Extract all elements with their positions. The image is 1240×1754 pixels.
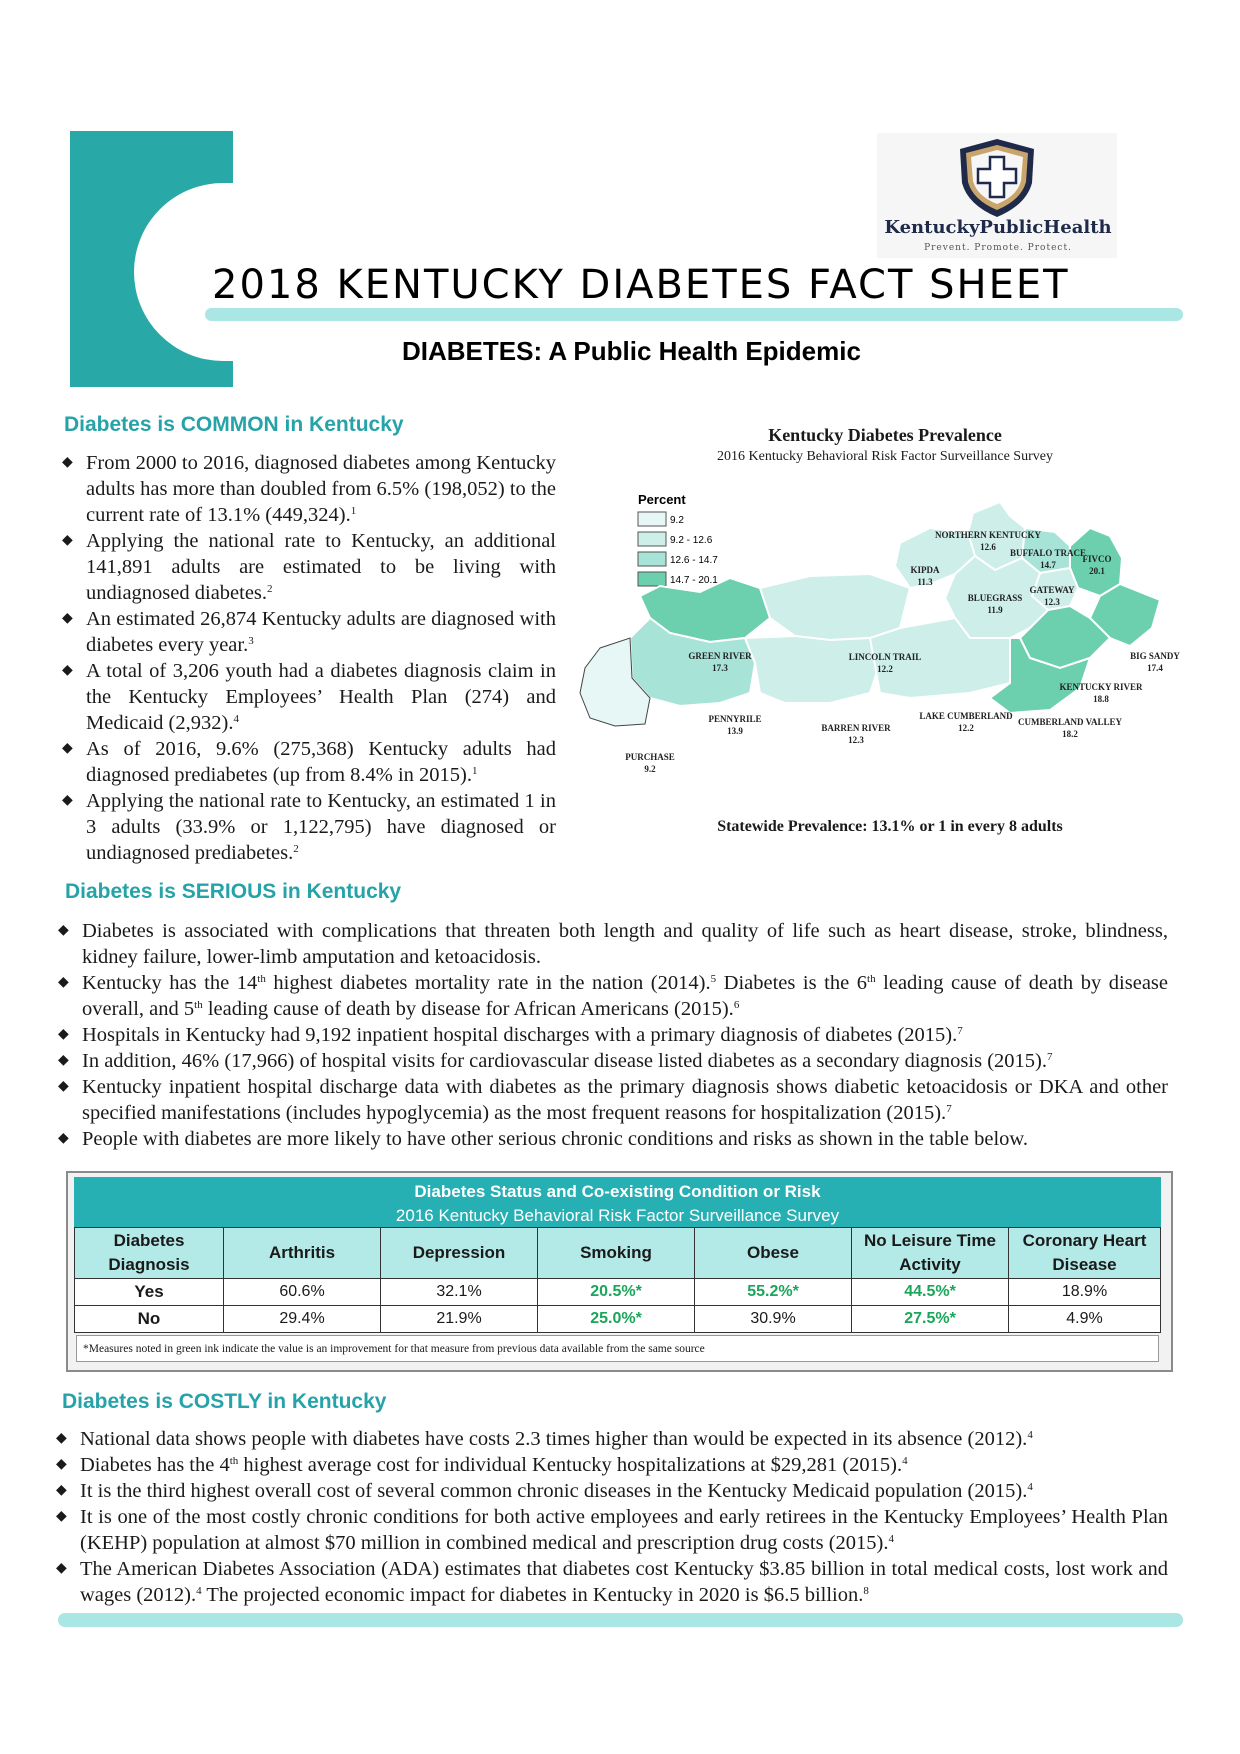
table-cell: 32.1%: [381, 1279, 538, 1306]
region-label-barren-river: BARREN RIVER: [821, 723, 891, 733]
column-header: Arthritis: [224, 1228, 381, 1279]
region-value-green-river: 17.3: [712, 663, 728, 673]
map-subtitle: 2016 Kentucky Behavioral Risk Factor Surveillance Survey: [717, 449, 1053, 464]
list-item: ◆ Diabetes is associated with complications that threaten both length and quality of life such as heart disease, stroke, blindness, kidney failure, lower-limb amputation and ketoacidosis.: [58, 920, 1168, 968]
region-label-pennyrile: PENNYRILE: [708, 714, 762, 724]
list-item: ◆ A total of 3,206 youth had a diabetes diagnosis claim in the Kentucky Employees’ Health Plan (274) and Medicaid (2,932).$^4$: [62, 660, 556, 734]
region-label-fivco: FIVCO: [1082, 554, 1112, 564]
map-legend: [638, 512, 718, 586]
region-value-cumberland-valley: 18.2: [1062, 729, 1078, 739]
region-label-lincoln-trail: LINCOLN TRAIL: [848, 652, 922, 662]
legend-label-3: 12.6 - 14.7: [670, 555, 718, 566]
table-cell: 60.6%: [224, 1279, 381, 1306]
region-value-gateway: 12.3: [1044, 597, 1060, 607]
serious-bullet-list: [58, 918, 1168, 1152]
list-item: ◆ People with diabetes are more likely to have other serious chronic conditions and risks as shown in the table below.: [58, 1128, 1028, 1150]
region-value-purchase: 9.2: [644, 764, 656, 774]
region-value-bluegrass: 11.9: [987, 605, 1003, 615]
table-cell: 44.5%*: [852, 1279, 1009, 1306]
page-title: 2018 KENTUCKY DIABETES FACT SHEET: [212, 262, 1070, 308]
table-cell: 21.9%: [381, 1306, 538, 1333]
map-regions: [580, 502, 1160, 726]
region-value-pennyrile: 13.9: [727, 726, 743, 736]
bullet-icon: ◆: [56, 1483, 67, 1498]
region-label-big-sandy: BIG SANDY: [1130, 651, 1180, 661]
table-cell: 29.4%: [224, 1306, 381, 1333]
column-header: Coronary Heart Disease: [1009, 1228, 1161, 1279]
region-lincoln-trail: [760, 574, 910, 640]
legend-label-1: 9.2: [670, 515, 684, 526]
map-caption: Statewide Prevalence: 13.1% or 1 in every 8 adults: [717, 818, 1063, 835]
region-value-barren-river: 12.3: [848, 735, 864, 745]
table-cell: 30.9%: [695, 1306, 852, 1333]
region-label-green-river: GREEN RIVER: [688, 651, 752, 661]
legend-swatch-1: [638, 512, 666, 526]
region-value-lake-cumberland: 12.2: [958, 723, 974, 733]
list-item: ◆ National data shows people with diabetes have costs 2.3 times higher than would be expected in its absence (2012).$^4$: [56, 1428, 1033, 1450]
section-heading-common: Diabetes is COMMON in Kentucky: [64, 413, 404, 436]
bullet-icon: ◆: [58, 975, 69, 990]
bullet-icon: ◆: [62, 663, 73, 678]
region-label-northern-kentucky: NORTHERN KENTUCKY: [935, 530, 1041, 540]
footer-bar: [58, 1613, 1183, 1627]
table-cell: 55.2%*: [695, 1279, 852, 1306]
list-item: ◆ As of 2016, 9.6% (275,368) Kentucky adults had diagnosed prediabetes (up from 8.4% in 2015).$^1$: [62, 738, 556, 786]
bullet-icon: ◆: [62, 793, 73, 808]
list-item: ◆ It is the third highest overall cost of several common chronic diseases in the Kentucky Medicaid population (2015).$^4$: [56, 1480, 1033, 1502]
list-item: ◆ Kentucky inpatient hospital discharge data with diabetes as the primary diagnosis shows diabetic ketoacidosis or DKA and other specified manifestations (includes hypoglycemia) as the most frequent reasons for hospitalization (2015).$^7$: [58, 1076, 1168, 1124]
region-value-lincoln-trail: 12.2: [877, 664, 893, 674]
bullet-icon: ◆: [62, 533, 73, 548]
table-cell: 27.5%*: [852, 1306, 1009, 1333]
list-item: ◆ Applying the national rate to Kentucky, an additional 141,891 adults are estimated to be living with undiagnosed diabetes.$^2$: [62, 530, 556, 604]
map-title: Kentucky Diabetes Prevalence: [768, 425, 1002, 445]
section-heading-costly: Diabetes is COSTLY in Kentucky: [62, 1390, 387, 1413]
table-footnote: *Measures noted in green ink indicate the value is an improvement for that measure from previous data available from the same source: [76, 1335, 1159, 1362]
list-item: ◆ The American Diabetes Association (ADA) estimates that diabetes cost Kentucky $3.85 billion in total medical costs, lost work and wages (2012).$^4$ The projected economic impact for diabetes in Kentucky in 2020 is $6.5 billion.$^8$: [56, 1558, 1168, 1606]
list-item: ◆ In addition, 46% (17,966) of hospital visits for cardiovascular disease listed diabetes as a secondary diagnosis (2015).$^7$: [58, 1050, 1053, 1072]
table-cell: 25.0%*: [538, 1306, 695, 1333]
list-item: ◆ Kentucky has the 14th highest diabetes mortality rate in the nation (2014).$^5$ Diabetes is the 6th leading cause of death by disease overall, and 5th leading cause of death by disease for African Americans (2015).$^6$: [58, 972, 1168, 1020]
table-cell: 4.9%: [1009, 1306, 1161, 1333]
bullet-icon: ◆: [58, 1079, 69, 1094]
costly-bullet-list: [56, 1426, 1168, 1608]
region-label-bluegrass: BLUEGRASS: [967, 593, 1023, 603]
column-header: No Leisure Time Activity: [852, 1228, 1009, 1279]
column-header: Obese: [695, 1228, 852, 1279]
list-item: ◆ Applying the national rate to Kentucky, an estimated 1 in 3 adults (33.9% or 1,122,795) have diagnosed or undiagnosed prediabetes.$^2$: [62, 790, 556, 864]
region-value-fivco: 20.1: [1089, 566, 1105, 576]
bullet-icon: ◆: [58, 1053, 69, 1068]
bullet-icon: ◆: [58, 1027, 69, 1042]
legend-label-2: 9.2 - 12.6: [670, 535, 713, 546]
region-value-kipda: 11.3: [917, 577, 933, 587]
table-cell: 18.9%: [1009, 1279, 1161, 1306]
table-header-banner: [74, 1177, 1161, 1227]
kentucky-map: [570, 488, 1240, 818]
list-item: ◆ From 2000 to 2016, diagnosed diabetes among Kentucky adults has more than doubled from 6.5% (198,052) to the current rate of 13.1% (449,324).$^1$: [62, 452, 556, 526]
legend-swatch-2: [638, 532, 666, 546]
common-bullet-list: [62, 450, 556, 866]
bullet-icon: ◆: [58, 923, 69, 938]
table-header-row: [75, 1228, 1161, 1279]
table-row: [75, 1306, 1161, 1333]
list-item: ◆ Hospitals in Kentucky had 9,192 inpatient hospital discharges with a primary diagnosis of diabetes (2015).$^7$: [58, 1024, 963, 1046]
bullet-icon: ◆: [62, 455, 73, 470]
region-value-kentucky-river: 18.8: [1093, 694, 1109, 704]
bullet-icon: ◆: [62, 611, 73, 626]
region-value-big-sandy: 17.4: [1147, 663, 1163, 673]
region-label-buffalo-trace: BUFFALO TRACE: [1010, 548, 1086, 558]
list-item: ◆ Diabetes has the 4th highest average cost for individual Kentucky hospitalizations at $29,281 (2015).$^4$: [56, 1454, 908, 1476]
row-label: No: [75, 1306, 224, 1333]
bullet-icon: ◆: [56, 1457, 67, 1472]
legend-swatch-3: [638, 552, 666, 566]
region-label-kipda: KIPDA: [910, 565, 940, 575]
bullet-icon: ◆: [56, 1509, 67, 1524]
data-table: [74, 1227, 1161, 1333]
list-item: ◆ An estimated 26,874 Kentucky adults are diagnosed with diabetes every year.$^3$: [62, 608, 556, 656]
column-header: Diabetes Diagnosis: [75, 1228, 224, 1279]
region-barren-river: [745, 636, 880, 703]
region-label-lake-cumberland: LAKE CUMBERLAND: [919, 711, 1013, 721]
table-row: [75, 1279, 1161, 1306]
table-subtitle: 2016 Kentucky Behavioral Risk Factor Surveillance Survey: [395, 1206, 840, 1225]
region-label-gateway: GATEWAY: [1029, 585, 1075, 595]
legend-label-4: 14.7 - 20.1: [670, 575, 718, 586]
row-label: Yes: [75, 1279, 224, 1306]
column-header: Depression: [381, 1228, 538, 1279]
table-cell: 20.5%*: [538, 1279, 695, 1306]
shield-icon: [952, 135, 1042, 220]
region-label-purchase: PURCHASE: [625, 752, 675, 762]
region-value-northern-kentucky: 12.6: [980, 542, 996, 552]
region-label-cumberland-valley: CUMBERLAND VALLEY: [1018, 717, 1122, 727]
section-heading-serious: Diabetes is SERIOUS in Kentucky: [65, 880, 402, 903]
bullet-icon: ◆: [56, 1431, 67, 1446]
bullet-icon: ◆: [56, 1561, 67, 1576]
legend-swatch-4: [638, 572, 666, 586]
list-item: ◆ It is one of the most costly chronic conditions for both active employees and early retirees in the Kentucky Employees’ Health Plan (KEHP) population at almost $70 million in combined medical and prescription drug costs (2015).$^4$: [56, 1506, 1168, 1554]
logo: [877, 133, 1117, 258]
logo-name: KentuckyPublicHealth: [884, 217, 1112, 238]
column-header: Smoking: [538, 1228, 695, 1279]
title-underline-bar: [205, 308, 1183, 321]
map-legend-title: Percent: [638, 492, 686, 507]
bullet-icon: ◆: [58, 1131, 69, 1146]
logo-tagline: Prevent. Promote. Protect.: [924, 243, 1072, 253]
page-subtitle: DIABETES: A Public Health Epidemic: [402, 336, 861, 366]
region-value-buffalo-trace: 14.7: [1040, 560, 1056, 570]
region-label-kentucky-river: KENTUCKY RIVER: [1059, 682, 1143, 692]
table-title: Diabetes Status and Co-existing Condition or Risk: [414, 1182, 821, 1201]
bullet-icon: ◆: [62, 741, 73, 756]
